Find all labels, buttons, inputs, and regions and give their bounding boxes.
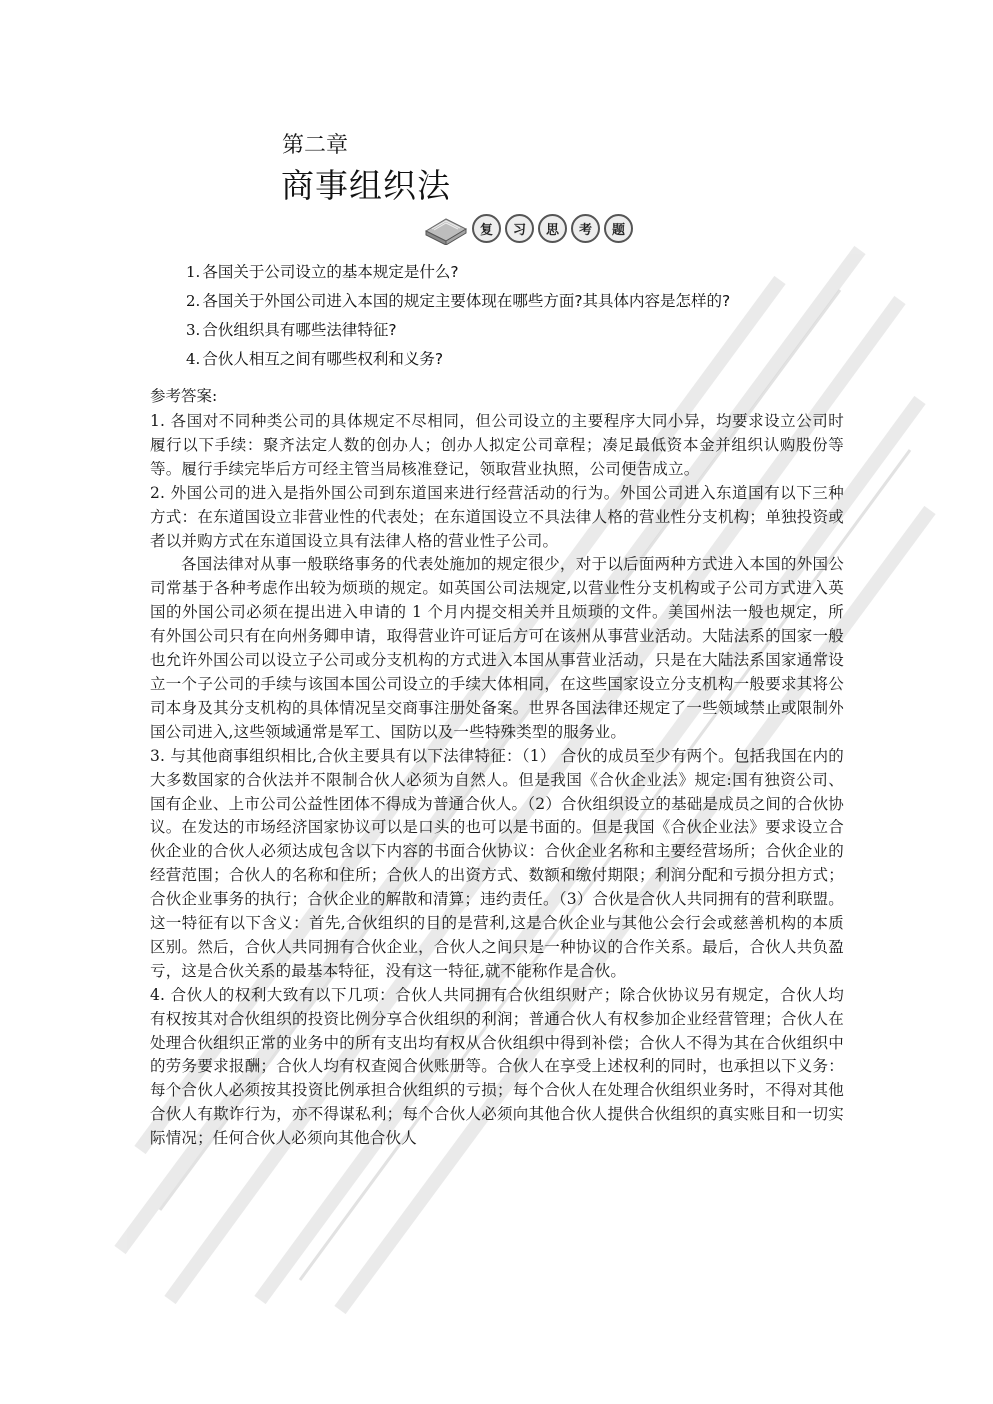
banner-char-3: 思 [538, 214, 567, 243]
question-item [186, 258, 866, 287]
question-text: 合伙组织具有哪些法律特征? [202, 321, 397, 339]
question-text: 各国关于外国公司进入本国的规定主要体现在哪些方面?其具体内容是怎样的? [202, 292, 731, 310]
reference-answers [150, 384, 844, 1151]
chapter-number: 第二章 [282, 133, 349, 158]
review-questions-list [186, 258, 866, 374]
question-number: 4. [186, 350, 201, 368]
banner-char-4: 考 [571, 214, 600, 243]
question-item [186, 287, 866, 316]
question-text: 合伙人相互之间有哪些权利和义务? [202, 350, 444, 368]
question-number: 2. [186, 292, 201, 310]
question-item [186, 345, 866, 374]
question-text: 各国关于公司设立的基本规定是什么? [202, 263, 459, 281]
answer-paragraph-2-cont: 各国法律对从事一般联络事务的代表处施加的规定很少，对于以后面两种方式进入本国的外国公司常基于各种考虑作出较为烦琐的规定。如英国公司法规定,以营业性分支机构或子公司方式进入英国的外国公司必须在提出进入申请的 1 个月内提交相关并且烦琐的文件。美国州法一般也规定，所有外国公司只有在向州务卿申请，取得营业许可证后方可在该州从事营业活动。大陆法系的国家一般也允许外国公司以设立子公司或分支机构的方式进入本国从事营业活动，只是在大陆法系国家通常设立一个子公司的手续与该国本国公司设立的手续大体相同，在这些国家设立分支机构一般要求其将公司本身及其分支机构的具体情况呈交商事注册处备案。世界各国法律还规定了一些领域禁止或限制外国公司进入,这些领域通常是军工、国防以及一些特殊类型的服务业。 [150, 555, 844, 741]
review-questions-banner [424, 210, 637, 246]
answer-paragraph-3: 3. 与其他商事组织相比,合伙主要具有以下法律特征：（1） 合伙的成员至少有两个。包括我国在内的大多数国家的合伙法并不限制合伙人必须为自然人。但是我国《合伙企业法》规定:国有独资公司、国有企业、上市公司公益性团体不得成为普通合伙人。（2）合伙组织设立的基础是成员之间的合伙协议。在发达的市场经济国家协议可以是口头的也可以是书面的。但是我国《合伙企业法》要求设立合伙企业的合伙人必须达成包含以下内容的书面合伙协议：合伙企业名称和主要经营场所；合伙企业的经营范围；合伙人的名称和住所；合伙人的出资方式、数额和缴付期限；利润分配和亏损分担方式；合伙企业事务的执行；合伙企业的解散和清算；违约责任。（3）合伙是合伙人共同拥有的营利联盟。这一特征有以下含义：首先,合伙组织的目的是营利,这是合伙企业与其他公会行会或慈善机构的本质区别。然后，合伙人共同拥有合伙企业，合伙人之间只是一种协议的合作关系。最后，合伙人共负盈亏，这是合伙关系的最基本特征，没有这一特征,就不能称作是合伙。 [150, 746, 844, 980]
banner-char-1: 复 [472, 214, 501, 243]
book-icon [424, 211, 468, 245]
answers-label: 参考答案: [150, 387, 218, 405]
banner-char-2: 习 [505, 214, 534, 243]
answer-paragraph-4: 4. 合伙人的权利大致有以下几项：合伙人共同拥有合伙组织财产；除合伙协议另有规定，合伙人均有权按其对合伙组织的投资比例分享合伙组织的利润；普通合伙人有权参加企业经营管理；合伙人在处理合伙组织正常的业务中的所有支出均有权从合伙组织中得到补偿；合伙人不得为其在合伙组织中的劳务要求报酬；合伙人均有权查阅合伙账册等。合伙人在享受上述权利的同时，也承担以下义务：每个合伙人必须按其投资比例承担合伙组织的亏损；每个合伙人在处理合伙组织业务时，不得对其他合伙人有欺诈行为，亦不得谋私利；每个合伙人必须向其他合伙人提供合伙组织的真实账目和一切实际情况；任何合伙人必须向其他合伙人 [150, 985, 844, 1148]
question-number: 1. [186, 263, 201, 281]
chapter-title: 商事组织法 [281, 166, 451, 205]
question-item [186, 316, 866, 345]
answer-paragraph-2: 2. 外国公司的进入是指外国公司到东道国来进行经营活动的行为。外国公司进入东道国有以下三种方式：在东道国设立非营业性的代表处；在东道国设立不具法律人格的营业性分支机构；单独投资或者以并购方式在东道国设立具有法律人格的营业性子公司。 [150, 483, 844, 550]
question-number: 3. [186, 321, 201, 339]
answer-paragraph-1: 1. 各国对不同种类公司的具体规定不尽相同，但公司设立的主要程序大同小异，均要求设立公司时履行以下手续：聚齐法定人数的创办人；创办人拟定公司章程；凑足最低资本金并组织认购股份等等。履行手续完毕后方可经主管当局核准登记，领取营业执照，公司便告成立。 [150, 412, 844, 478]
banner-char-5: 题 [604, 214, 633, 243]
